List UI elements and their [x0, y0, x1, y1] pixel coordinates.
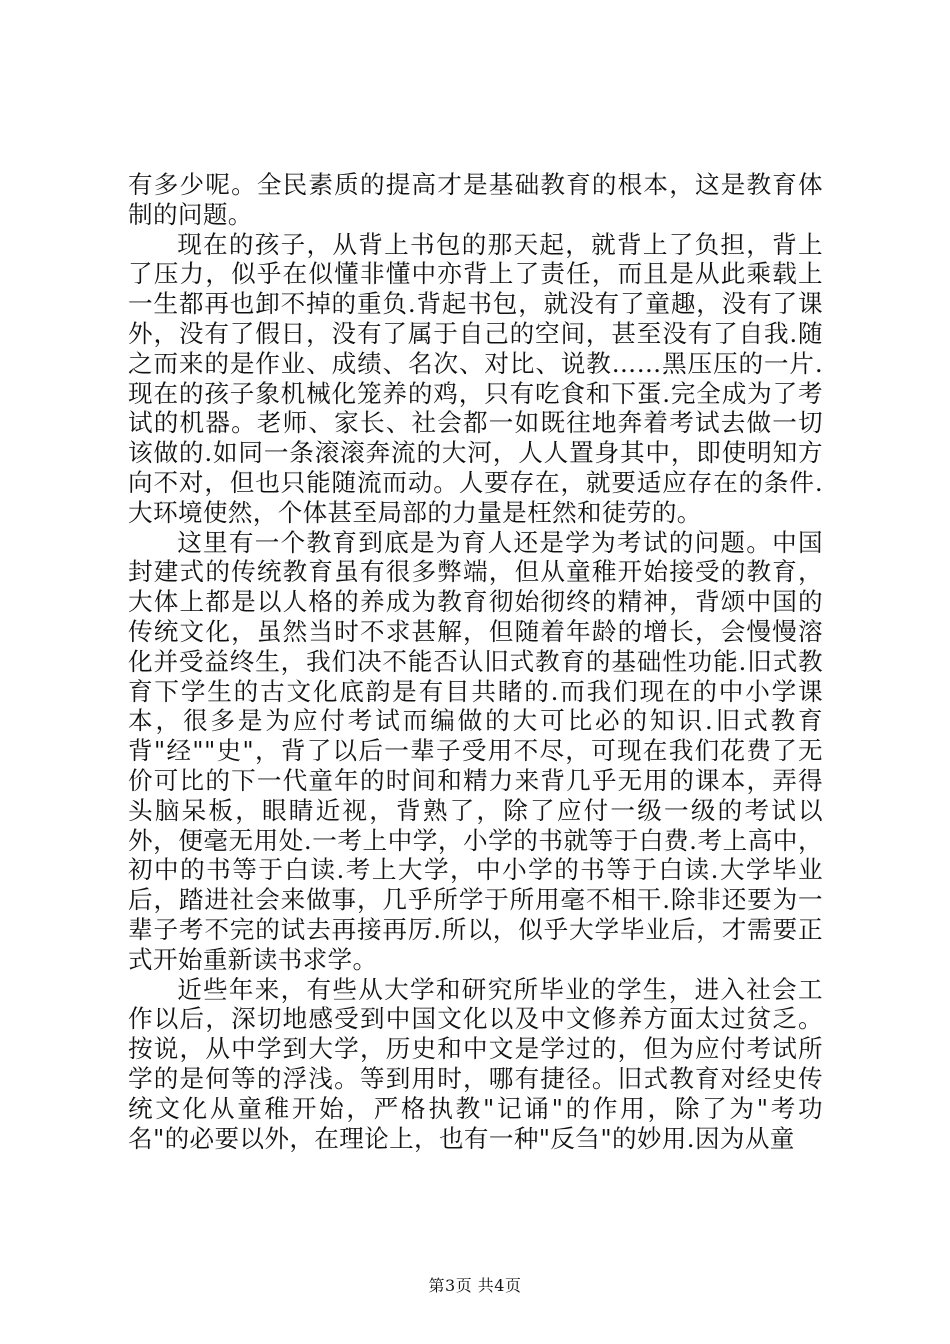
body-text — [128, 170, 823, 1153]
page-number: 第3页 共4页 — [428, 1276, 522, 1295]
paragraph-2: 现在的孩子，从背上书包的那天起，就背上了负担，背上了压力，似乎在似懂非懂中亦背上了责任，而且是从此乘载上一生都再也卸不掉的重负.背起书包，就没有了童趣，没有了课外，没有了假日，没有了属于自己的空间，甚至没有了自我.随之而来的是作业、成绩、名次、对比、说教……黑压压的一片.现在的孩子象机械化笼养的鸡，只有吃食和下蛋.完全成为了考试的机器。老师、家长、社会都一如既往地奔着考试去做一切该做的.如同一条滚滚奔流的大河，人人置身其中，即使明知方向不对，但也只能随流而动。人要存在，就要适应存在的条件.大环境使然，个体甚至局部的力量是枉然和徒劳的。 — [128, 229, 823, 527]
paragraph-3: 这里有一个教育到底是为育人还是学为考试的问题。中国封建式的传统教育虽有很多弊端，但从童稚开始接受的教育，大体上都是以人格的养成为教育彻始彻终的精神，背颂中国的传统文化，虽然当时不求甚解，但随着年龄的增长，会慢慢溶化并受益终生，我们决不能否认旧式教育的基础性功能.旧式教育下学生的古文化底韵是有目共睹的.而我们现在的中小学课本，很多是为应付考试而编做的大可比必的知识.旧式教育背"经""史"，背了以后一辈子受用不尽，可现在我们花费了无价可比的下一代童年的时间和精力来背几乎无用的课本，弄得头脑呆板，眼睛近视，背熟了，除了应付一级一级的考试以外，便毫无用处.一考上中学，小学的书就等于白费.考上高中，初中的书等于白读.考上大学，中小学的书等于白读.大学毕业后，踏进社会来做事，几乎所学于所用毫不相干.除非还要为一辈子考不完的试去再接再厉.所以，似乎大学毕业后，才需要正式开始重新读书求学。 — [128, 527, 823, 974]
paragraph-1: 有多少呢。全民素质的提高才是基础教育的根本，这是教育体制的问题。 — [128, 170, 823, 229]
page-footer — [0, 1276, 950, 1296]
paragraph-4: 近些年来，有些从大学和研究所毕业的学生，进入社会工作以后，深切地感受到中国文化以及中文修养方面太过贫乏。按说，从中学到大学，历史和中文是学过的，但为应付考试所学的是何等的浮浅。等到用时，哪有捷径。旧式教育对经史传统文化从童稚开始，严格执教"记诵"的作用，除了为"考功名"的必要以外，在理论上，也有一种"反刍"的妙用.因为从童 — [128, 974, 823, 1153]
